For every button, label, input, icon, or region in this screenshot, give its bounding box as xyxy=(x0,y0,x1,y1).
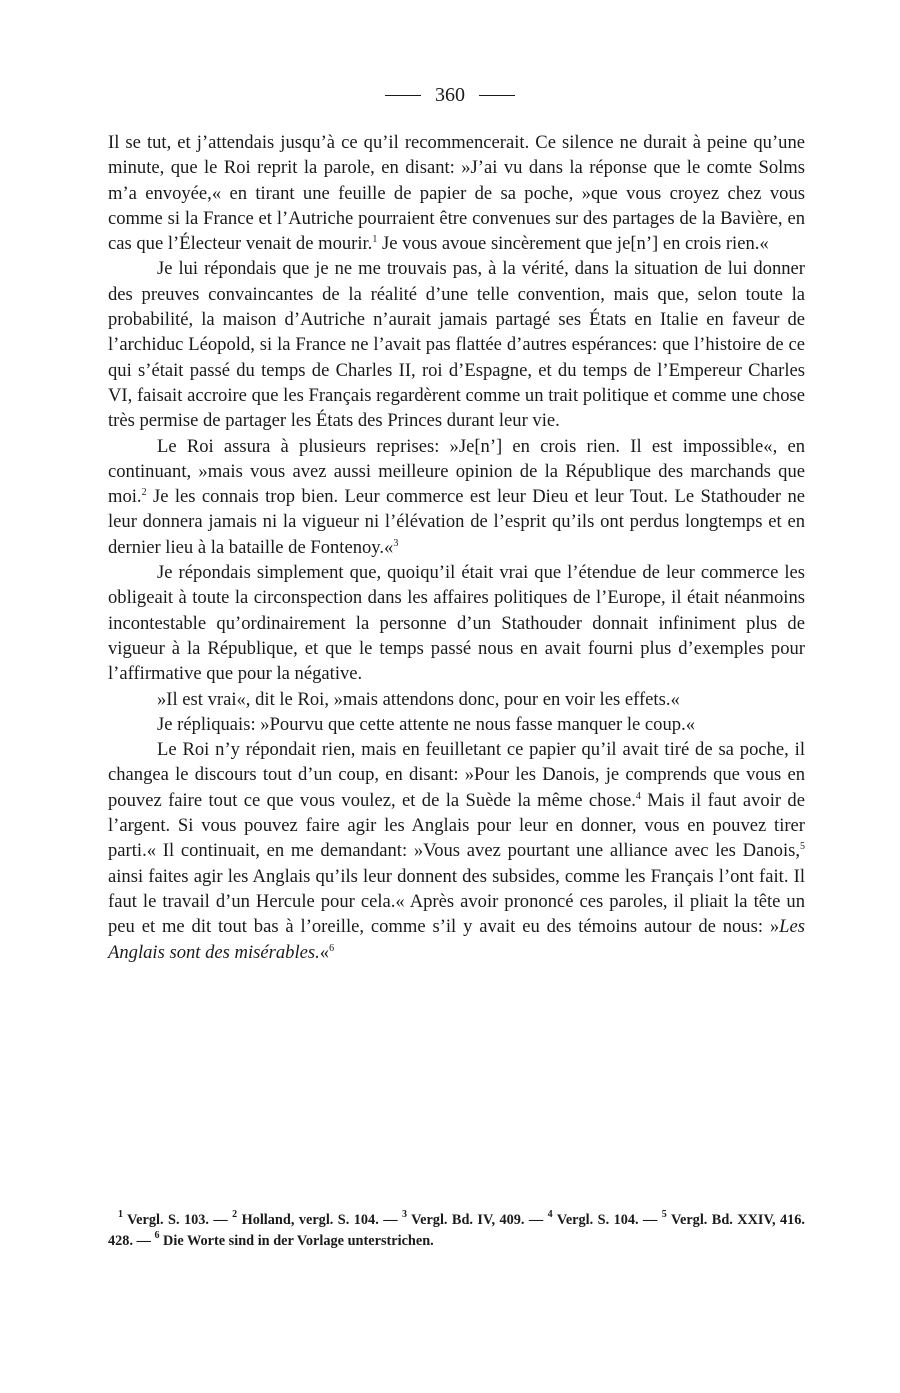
text-run: Le Roi n’y répondait rien, mais en feuilletant ce papier qu’il avait tiré de sa poche, il changea le discours tout d’un coup, en disant: »Pour les Danois, je comprends que vous en pouvez faire tout ce que vous voulez, et de la Suède la même chose. xyxy=(108,739,805,811)
footnote-marker: 3 xyxy=(393,537,399,549)
page-number: 360 xyxy=(435,84,465,106)
text-run: Le Roi assura à plusieurs reprises: »Je[n’] en crois rien. Il est impossible«, en continuant, »mais vous avez aussi meilleure opinion de la République des marchands que moi. xyxy=(108,435,805,508)
text-run: Je répondais simplement que, quoiqu’il était vrai que l’étendue de leur commerce les obligeait à toute la circonspection dans les affaires politiques de l’Europe, il était néanmoins incontestable qu’ordinairement la personne d’un Stathouder donnait infiniment plus de vigueur à la République, et que le temps passé nous en avait fourni plus d’exemples pour l’affirmative que pour la négative. xyxy=(108,562,805,685)
footnote-marker: 3 xyxy=(401,1209,407,1220)
text-run: Holland, vergl. S. 104. — xyxy=(237,1212,402,1228)
footnote-marker: 4 xyxy=(547,1209,553,1220)
emphasized-text: Les Anglais sont des misérables. xyxy=(108,916,805,963)
text-run: Mais il faut avoir de l’argent. Si vous pouvez faire agir les Anglais pour leur en donner, vous en pouvez tirer parti.« Il continuait, en me demandant: »Vous avez pourtant une alliance avec les Danois, xyxy=(108,789,805,862)
paragraph xyxy=(108,712,805,737)
footnote-line xyxy=(108,1210,805,1252)
footnote-marker: 5 xyxy=(661,1209,667,1220)
paragraph xyxy=(108,560,805,686)
paragraph xyxy=(108,434,805,560)
text-run: Die Worte sind in der Vorlage unterstrichen. xyxy=(159,1233,434,1249)
footnote-marker: 6 xyxy=(154,1230,160,1241)
text-run: Vergl. S. 103. — xyxy=(123,1212,233,1228)
text-run: ainsi faites agir les Anglais qu’ils leur donnent des subsides, comme les Français l’ont fait. Il faut le travail d’un Hercule pour cela.« Après avoir prononcé ces paroles, il pliait la tête un peu et me dit tout bas à l’oreille, comme s’il y avait eu des témoins autour de nous: » xyxy=(108,865,805,938)
footnote-marker: 1 xyxy=(372,234,378,246)
text-run: Je lui répondais que je ne me trouvais pas, à la vérité, dans la situation de lui donner des preuves convaincantes de la réalité d’une telle convention, mais que, selon toute la probabilité, la maison d’Autriche n’aurait jamais partagé ses États en Italie en faveur de l’archiduc Léopold, si la France ne l’avait pas flattée d’autres espérances: que l’histoire de ce qui s’était passé du temps de Charles II, roi d’Espagne, et du temps de l’Empereur Charles VI, faisait accroire que les Français regardèrent comme un trait politique et comme une chose très permise de partager les États des Princes durant leur vie. xyxy=(108,258,805,432)
footnote-marker: 4 xyxy=(635,790,641,802)
footnote-marker: 1 xyxy=(118,1209,123,1220)
footnotes xyxy=(108,1210,805,1252)
footnote-marker: 6 xyxy=(329,942,335,954)
footnote-marker: 2 xyxy=(232,1209,238,1220)
text-run: « xyxy=(319,941,330,963)
text-run: Vergl. Bd. IV, 409. — xyxy=(406,1212,548,1228)
footnote-marker: 5 xyxy=(800,841,805,853)
text-run: Je vous avoue sincèrement que je[n’] en crois rien.« xyxy=(377,233,769,255)
text-run: Il se tut, et j’attendais jusqu’à ce qu’il recommencerait. Ce silence ne durait à peine qu’une minute, que le Roi reprit la parole, en disant: »J’ai vu dans la réponse que le comte Solms m’a envoyée,« en tirant une feuille de papier de sa poche, »que vous croyez chez vous comme si la France et l’Autriche pourraient être convenues sur des partages de la Bavière, en cas que l’Électeur venait de mourir. xyxy=(108,132,805,255)
footnote-marker: 2 xyxy=(141,487,147,499)
text-run: Je répliquais: »Pourvu que cette attente ne nous fasse manquer le coup.« xyxy=(157,713,696,735)
header-right-rule xyxy=(479,95,515,96)
text-run: »Il est vrai«, dit le Roi, »mais attendons donc, pour en voir les effets.« xyxy=(157,688,680,710)
page-header xyxy=(0,84,900,107)
header-left-rule xyxy=(385,95,421,96)
main-text xyxy=(108,130,805,965)
text-run: Vergl. Bd. XXIV, 416. 428. — xyxy=(108,1212,806,1249)
text-run: Vergl. S. 104. — xyxy=(552,1212,662,1228)
paragraph xyxy=(108,130,805,256)
paragraph xyxy=(108,737,805,965)
paragraph xyxy=(108,256,805,433)
text-run: Je les connais trop bien. Leur commerce est leur Dieu et leur Tout. Le Stathouder ne leur donnera jamais ni la vigueur ni l’élévation de l’esprit qu’ils ont perdus longtemps et en dernier lieu à la bataille de Fontenoy.« xyxy=(108,486,805,558)
paragraph xyxy=(108,687,805,712)
